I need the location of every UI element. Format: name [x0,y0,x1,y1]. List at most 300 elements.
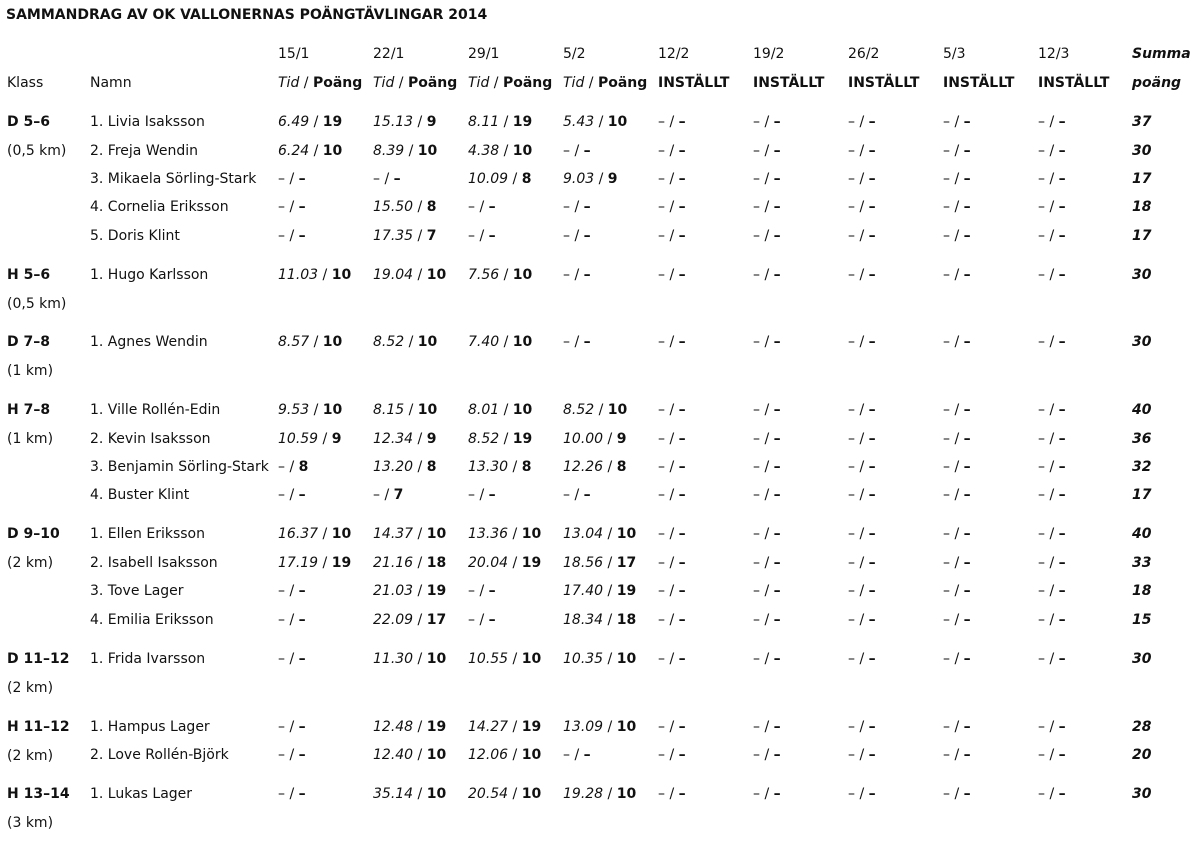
separator: / [669,431,675,447]
result-cell [468,650,541,668]
poang-value: – [868,267,876,283]
poang-value: – [773,199,781,215]
poang-value: – [773,786,781,802]
poang-value: – [1058,143,1066,159]
result-cell [658,718,686,736]
klass-distance: (2 km) [7,555,54,571]
separator: / [417,747,423,763]
tid-value: 11.30 [373,651,414,667]
result-cell [848,227,876,245]
tid-value: 7.40 [468,334,500,350]
result-cell [373,718,446,736]
date-header: 5/3 [943,46,966,62]
sum-cell: 18 [1132,199,1152,215]
tid-value: 7.56 [468,267,500,283]
klass-cell: H 11–12 [7,719,70,735]
poang-value: – [868,583,876,599]
separator: / [417,459,423,475]
separator: / [1049,651,1055,667]
result-cell [943,611,971,629]
separator: / [289,747,295,763]
tid-value: – [1038,786,1045,802]
separator: / [512,719,518,735]
poang-value: – [773,555,781,571]
separator: / [954,114,960,130]
separator: / [954,526,960,542]
tid-value: – [563,487,570,503]
separator: / [574,228,580,244]
poang-value: – [678,431,686,447]
name-cell: 1. Hampus Lager [90,719,210,735]
separator: / [954,267,960,283]
result-cell [563,227,591,245]
result-cell [1038,113,1066,131]
poang-value: 10 [512,402,533,418]
poang-value: – [678,555,686,571]
result-cell [468,113,532,131]
separator: / [669,651,675,667]
result-cell [848,785,876,803]
result-cell [658,486,686,504]
tid-value: – [1038,747,1045,763]
sum-cell: 30 [1132,786,1152,802]
poang-value: – [678,267,686,283]
result-cell [753,650,781,668]
poang-value: 10 [607,402,628,418]
result-cell [278,746,306,764]
result-cell [278,554,351,572]
result-cell [658,266,686,284]
poang-value: – [678,651,686,667]
name-cell: 2. Isabell Isaksson [90,555,218,571]
tid-value: 11.03 [278,267,319,283]
poang-value: – [963,459,971,475]
result-cell [563,582,636,600]
tid-value: – [848,719,855,735]
tid-value: – [563,334,570,350]
tid-value: – [848,487,855,503]
tid-value: 14.27 [468,719,509,735]
result-cell [943,785,971,803]
result-cell [1038,554,1066,572]
poang-value: – [678,199,686,215]
result-cell [943,401,971,419]
separator: / [859,267,865,283]
tid-poang-header [278,74,362,92]
separator: / [503,402,509,418]
separator: / [764,267,770,283]
separator: / [764,747,770,763]
separator: / [503,114,509,130]
result-cell [1038,170,1066,188]
separator: / [669,199,675,215]
name-cell: 4. Cornelia Eriksson [90,199,229,215]
result-cell [848,170,876,188]
klass-distance: (3 km) [7,815,54,831]
result-cell [468,611,496,629]
result-cell [848,401,876,419]
tid-value: – [753,555,760,571]
tid-value: 17.19 [278,555,319,571]
separator: / [669,583,675,599]
poang-value: – [583,334,591,350]
result-cell [278,785,306,803]
sum-cell: 40 [1132,526,1152,542]
tid-value: 19.28 [563,786,604,802]
poang-value: 18 [426,555,447,571]
poang-value: – [678,719,686,735]
tid-value: – [658,487,665,503]
result-cell [943,266,971,284]
sum-cell: 30 [1132,143,1152,159]
poang-value: 19 [512,114,533,130]
separator: / [954,612,960,628]
tid-value: 13.30 [468,459,509,475]
tid-label: Tid [278,75,300,91]
poang-value: – [963,747,971,763]
klass-header: Klass [7,75,44,91]
poang-value: – [963,431,971,447]
poang-value: 19 [512,431,533,447]
tid-value: – [468,612,475,628]
separator: / [289,199,295,215]
poang-value: – [963,651,971,667]
result-cell [278,525,351,543]
result-cell [563,198,591,216]
tid-value: – [943,171,950,187]
separator: / [669,747,675,763]
result-cell [848,746,876,764]
separator: / [574,267,580,283]
result-cell [658,401,686,419]
tid-value: – [1038,334,1045,350]
tid-value: 8.52 [373,334,405,350]
poang-value: 19 [426,583,447,599]
poang-value: – [678,786,686,802]
poang-value: – [773,171,781,187]
tid-value: – [278,747,285,763]
tid-value: – [753,199,760,215]
result-cell [278,142,342,160]
poang-value: 10 [616,526,637,542]
poang-value: – [298,651,306,667]
separator: / [1049,267,1055,283]
result-cell [753,170,781,188]
date-header: 5/2 [563,46,586,62]
separator: / [1049,583,1055,599]
tid-value: 13.20 [373,459,414,475]
tid-value: 21.03 [373,583,414,599]
separator: / [859,431,865,447]
poang-value: 8 [426,199,437,215]
poang-value: – [963,199,971,215]
poang-value: – [868,526,876,542]
poang-value: 9 [426,431,437,447]
poang-value: – [773,526,781,542]
tid-poang-header [468,74,552,92]
separator: / [1049,228,1055,244]
result-cell [1038,266,1066,284]
result-cell [848,333,876,351]
separator: / [313,334,319,350]
summa-header: Summa [1132,46,1191,62]
poang-value: 7 [393,487,404,503]
result-cell [1038,785,1066,803]
result-cell [753,198,781,216]
poang-value: – [1058,719,1066,735]
date-header: 15/1 [278,46,310,62]
result-cell [753,746,781,764]
separator: / [954,431,960,447]
tid-value: – [848,459,855,475]
result-cell [468,582,496,600]
result-cell [278,198,306,216]
tid-value: – [658,526,665,542]
result-cell [1038,650,1066,668]
poang-value: – [868,487,876,503]
result-cell [848,718,876,736]
separator: / [669,786,675,802]
separator: / [954,402,960,418]
tid-value: – [1038,555,1045,571]
result-cell [848,142,876,160]
result-cell [373,525,446,543]
separator: / [669,267,675,283]
result-cell [1038,458,1066,476]
result-cell [468,401,532,419]
tid-value: – [1038,199,1045,215]
separator: / [512,171,518,187]
tid-value: – [848,334,855,350]
result-cell [1038,333,1066,351]
poang-value: – [298,487,306,503]
poang-value: – [963,402,971,418]
separator: / [289,228,295,244]
result-cell [563,458,626,476]
poang-value: 19 [322,114,343,130]
tid-value: – [278,651,285,667]
result-cell [468,430,532,448]
result-cell [848,266,876,284]
tid-value: – [943,555,950,571]
poang-value: – [868,114,876,130]
separator: / [417,526,423,542]
name-cell: 4. Buster Klint [90,487,190,503]
tid-poang-header [373,74,457,92]
separator: / [408,334,414,350]
name-cell: 5. Doris Klint [90,228,180,244]
separator: / [764,143,770,159]
sum-cell: 18 [1132,583,1152,599]
tid-value: 35.14 [373,786,414,802]
tid-poang-header [563,74,647,92]
result-cell [1038,227,1066,245]
poang-value: – [963,114,971,130]
sum-cell: 32 [1132,459,1152,475]
klass-cell: H 5–6 [7,267,51,283]
separator: / [1049,526,1055,542]
tid-value: 19.04 [373,267,414,283]
result-cell [753,113,781,131]
poang-value: – [1058,747,1066,763]
poang-value: – [1058,526,1066,542]
poang-value: – [1058,267,1066,283]
poang-value: 9 [331,431,342,447]
result-cell [1038,486,1066,504]
result-cell [658,525,686,543]
tid-value: 6.24 [278,143,310,159]
tid-value: – [753,267,760,283]
poang-value: – [773,459,781,475]
poang-value: 10 [512,143,533,159]
separator: / [954,487,960,503]
poang-value: – [963,583,971,599]
tid-value: 17.35 [373,228,414,244]
result-cell [468,266,532,284]
separator: / [574,747,580,763]
result-cell [753,333,781,351]
result-cell [848,582,876,600]
sum-cell: 37 [1132,114,1152,130]
poang-value: 8 [298,459,309,475]
klass-cell: H 13–14 [7,786,70,802]
tid-value: – [1038,228,1045,244]
result-cell [943,525,971,543]
poang-label: Poäng [597,75,648,91]
result-cell [943,142,971,160]
separator: / [607,526,613,542]
sum-cell: 17 [1132,487,1152,503]
tid-value: – [943,612,950,628]
separator: / [1049,555,1055,571]
result-cell [468,170,531,188]
poang-value: 8 [521,459,532,475]
tid-value: – [658,583,665,599]
poang-value: – [868,402,876,418]
separator: / [669,459,675,475]
name-cell: 1. Ville Rollén-Edin [90,402,221,418]
result-cell [1038,746,1066,764]
separator: / [313,402,319,418]
klass-cell: D 11–12 [7,651,70,667]
tid-value: – [563,199,570,215]
tid-value: – [1038,612,1045,628]
separator: / [479,228,485,244]
poang-value: – [963,171,971,187]
separator: / [954,334,960,350]
name-cell: 3. Tove Lager [90,583,184,599]
result-cell [943,113,971,131]
poang-value: – [393,171,401,187]
result-cell [658,554,686,572]
poang-value: 19 [616,583,637,599]
poang-value: – [773,431,781,447]
separator: / [1049,334,1055,350]
result-cell [848,430,876,448]
result-cell [943,458,971,476]
tid-value: 15.50 [373,199,414,215]
tid-value: – [468,583,475,599]
name-cell: 3. Mikaela Sörling-Stark [90,171,257,187]
tid-value: – [753,402,760,418]
tid-value: 12.40 [373,747,414,763]
tid-value: – [658,267,665,283]
result-cell [753,554,781,572]
tid-value: – [753,228,760,244]
tid-value: – [658,143,665,159]
poang-value: 10 [616,786,637,802]
separator: / [408,143,414,159]
tid-value: – [943,526,950,542]
poang-value: – [488,487,496,503]
poang-value: – [678,143,686,159]
separator: / [398,75,404,91]
namn-header: Namn [90,75,132,91]
tid-value: – [278,459,285,475]
poang-value: – [298,719,306,735]
separator: / [764,612,770,628]
klass-cell: H 7–8 [7,402,51,418]
poang-value: – [773,612,781,628]
tid-value: – [753,334,760,350]
tid-value: 10.59 [278,431,319,447]
separator: / [859,334,865,350]
result-cell [563,554,636,572]
poang-value: – [773,402,781,418]
separator: / [303,75,309,91]
name-cell: 4. Emilia Eriksson [90,612,214,628]
separator: / [417,114,423,130]
separator: / [607,583,613,599]
tid-value: 10.00 [563,431,604,447]
poang-value: – [963,786,971,802]
separator: / [954,583,960,599]
poang-value: 10 [512,334,533,350]
result-cell [848,554,876,572]
result-cell [943,718,971,736]
tid-value: – [658,719,665,735]
tid-value: – [848,612,855,628]
separator: / [669,143,675,159]
name-cell: 1. Lukas Lager [90,786,193,802]
result-cell [1038,611,1066,629]
result-cell [563,266,591,284]
tid-label: Tid [563,75,585,91]
separator: / [859,747,865,763]
separator: / [479,583,485,599]
poang-value: 8 [616,459,627,475]
tid-value: – [943,267,950,283]
result-cell [373,333,437,351]
tid-value: – [1038,583,1045,599]
separator: / [954,143,960,159]
tid-value: – [848,555,855,571]
separator: / [607,459,613,475]
separator: / [1049,786,1055,802]
tid-value: 8.01 [468,402,500,418]
separator: / [764,171,770,187]
poang-value: – [868,555,876,571]
poang-value: 10 [322,143,343,159]
separator: / [669,487,675,503]
separator: / [954,459,960,475]
separator: / [512,747,518,763]
result-cell [468,227,496,245]
separator: / [1049,719,1055,735]
poang-value: – [488,583,496,599]
poang-value: – [963,267,971,283]
separator: / [859,583,865,599]
